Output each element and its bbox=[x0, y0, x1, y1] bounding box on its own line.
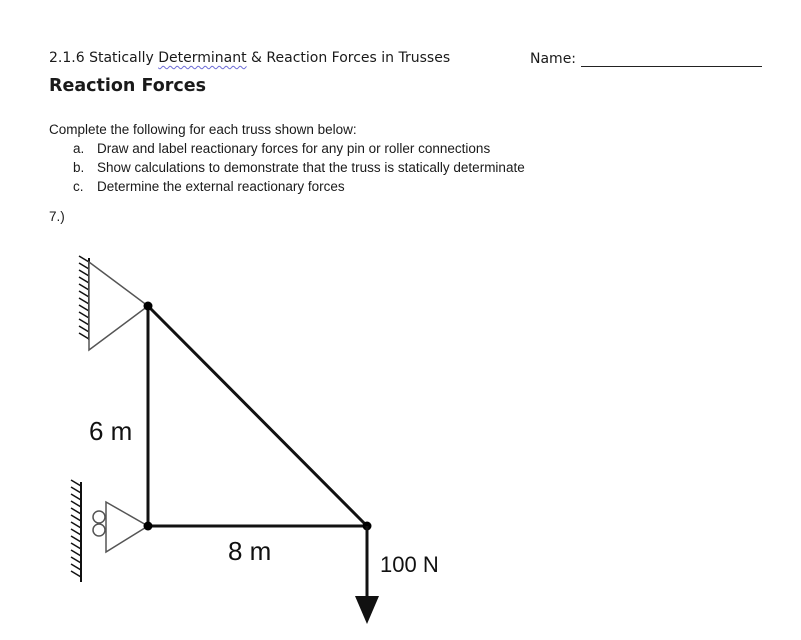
instruction-text: Show calculations to demonstrate that the truss is statically determinate bbox=[97, 160, 525, 175]
course-code: 2.1.6 bbox=[49, 50, 85, 66]
instruction-text: Draw and label reactionary forces for any pin or roller connections bbox=[97, 141, 491, 156]
joint-bottom-left bbox=[144, 522, 153, 531]
problem-number: 7.) bbox=[49, 209, 65, 224]
instructions-intro: Complete the following for each truss shown below: bbox=[49, 122, 357, 137]
title-word-statically: Statically bbox=[89, 50, 154, 66]
height-dimension-label: 6 m bbox=[89, 416, 133, 446]
top-pin-support-icon bbox=[89, 262, 148, 350]
title-word-determinant: Determinant bbox=[158, 50, 247, 66]
width-dimension-label: 8 m bbox=[228, 536, 272, 566]
instruction-marker: b. bbox=[73, 160, 85, 175]
title-rest: & Reaction Forces in Trusses bbox=[251, 50, 451, 66]
instruction-marker: c. bbox=[73, 179, 84, 194]
joint-top bbox=[144, 302, 153, 311]
top-wall-hatching bbox=[79, 256, 89, 340]
name-label: Name: bbox=[530, 51, 577, 67]
load-label: 100 N bbox=[380, 552, 439, 577]
instruction-marker: a. bbox=[73, 141, 85, 156]
bottom-wall-hatching bbox=[71, 480, 81, 582]
section-title: Reaction Forces bbox=[49, 76, 207, 96]
instruction-text: Determine the external reactionary forces bbox=[97, 179, 345, 194]
load-arrow-head-icon bbox=[355, 596, 379, 624]
bottom-roller-support-icon bbox=[93, 502, 148, 552]
truss-member-diagonal bbox=[148, 306, 367, 526]
